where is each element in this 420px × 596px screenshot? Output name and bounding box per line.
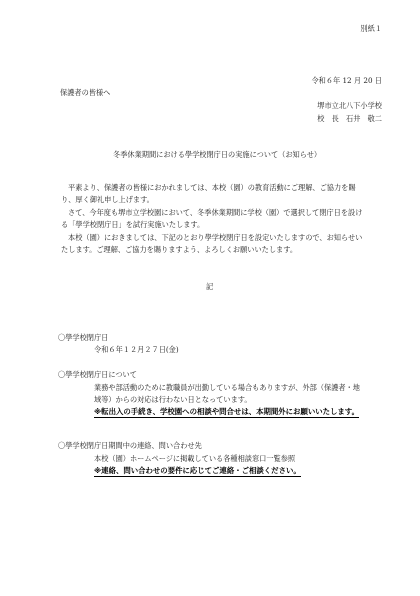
school-name: 堺市立北八下小学校 [317,101,382,110]
ki-label: 記 [206,282,214,291]
contact-heading: 〇學学校閉庁日期間中の連絡、問い合わせ先 [58,441,202,450]
about-closure-line-2: 域等）からの対応は行わない日となっています。 [94,395,252,404]
closure-day-heading: 〇學学校閉庁日 [58,333,109,342]
contact-notice [94,466,301,475]
contact-line-1: 本校（園）ホームページに掲載している各種相談窓口一覧参照 [94,454,296,463]
about-closure-notice-text: ※転出入の手続き、学校園への相談や問合せは、本期間外にお願いいたします。 [94,407,359,416]
about-closure-notice [94,407,359,416]
about-closure-heading: 〇學学校閉庁日について [58,370,137,379]
paragraph-1-line-1: 平素より、保護者の皆様におかれましては、本校（園）の教育活動にご理解、ご協力を賜 [68,183,356,192]
contact-notice-text: ※連絡、問い合わせの要件に応じてご連絡・ご相談ください。 [94,466,301,475]
paragraph-3-line-2: たします。ご理解、ご協力を賜りますよう、よろしくお願いいたします。 [61,245,298,254]
recipient: 保護者の皆様へ [60,88,111,97]
closure-day-value: 令和６年１２月２７日(金) [94,345,179,354]
principal-name: 校 長 石井 敬二 [317,114,382,123]
paragraph-1-line-2: り、厚く御礼申し上げます。 [61,195,154,204]
attachment-label: 別紙１ [360,24,382,33]
paragraph-2-line-1: さて、今年度も堺市立学校園において、冬季休業期間に学校（園）で選択して閉庁日を設け [68,208,363,217]
about-closure-line-1: 業務や部活動のために教職員が出勤している場合もありますが、外部（保護者・地 [94,383,360,392]
issue-date: 令和６年 12 月 20 日 [311,76,382,85]
document-title: 冬季休業期間における學学校閉庁日の実施について（お知らせ） [113,150,322,159]
paragraph-3-line-1: 本校（園）におきましては、下記のとおり學学校閉庁日を設定いたしますので、お知らせい [68,233,363,242]
paragraph-2-line-2: る「學学校閉庁日」を試行実施いたします。 [61,220,205,229]
